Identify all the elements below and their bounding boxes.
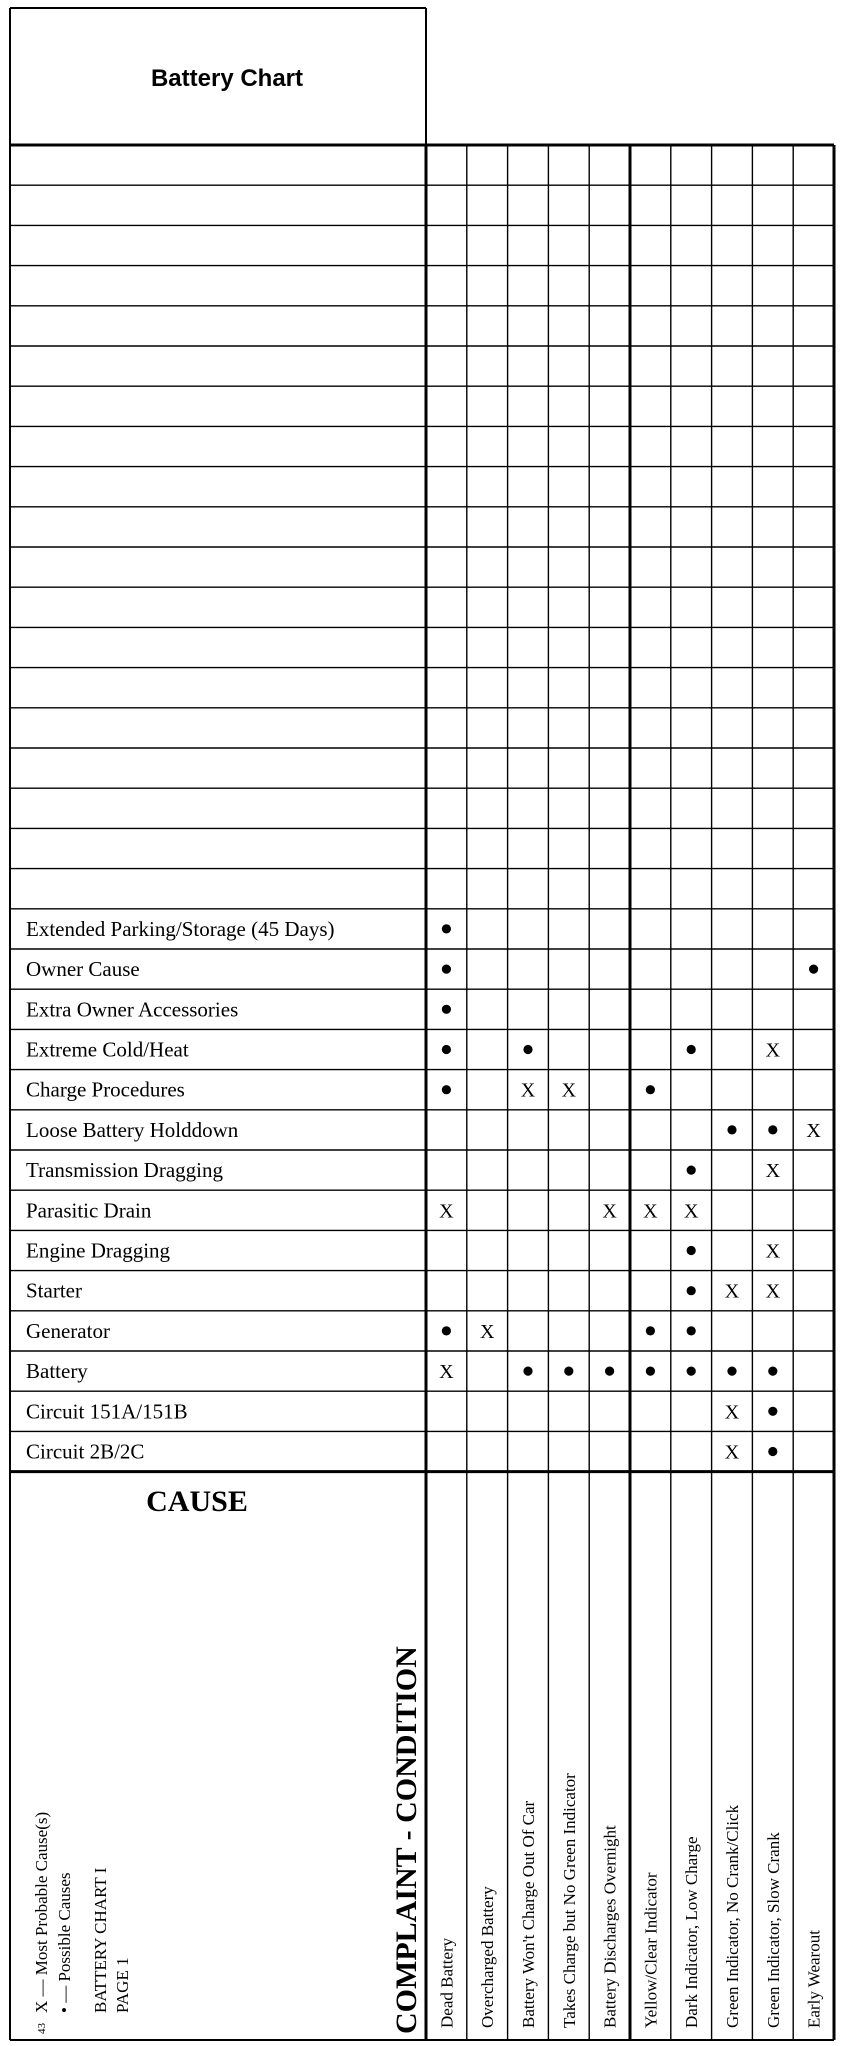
most-probable-x: X [602,1200,617,1223]
condition-column-label: Battery Discharges Overnight [600,1825,620,2028]
cause-label: Charge Procedures [26,1077,185,1102]
most-probable-x: X [765,1280,781,1303]
cause-label: Starter [26,1278,82,1303]
condition-column-label: Battery Won't Charge Out Of Car [519,1800,538,2028]
possible-cause-dot [646,1326,655,1335]
most-probable-x: X [765,1240,781,1263]
most-probable-x: X [724,1401,740,1424]
possible-cause-dot [687,1246,696,1255]
condition-column-label: Takes Charge but No Green Indicator [559,1773,579,2028]
condition-column-label: Early Wearout [804,1930,824,2028]
possible-cause-dot [687,1166,696,1175]
cause-label: Circuit 151A/151B [26,1399,188,1424]
possible-cause-dot [646,1085,655,1094]
most-probable-x: X [806,1119,821,1142]
possible-cause-dot [809,965,818,974]
most-probable-x: X [520,1079,536,1102]
condition-column-label: Dead Battery [437,1937,457,2028]
possible-cause-dot [687,1286,696,1295]
most-probable-x: X [479,1320,495,1343]
most-probable-x: X [765,1039,781,1062]
condition-column-label: Green Indicator, Slow Crank [763,1832,783,2028]
cause-label: Extra Owner Accessories [26,997,239,1022]
possible-cause-dot [768,1447,777,1456]
most-probable-x: X [765,1160,781,1183]
possible-cause-dot [523,1367,532,1376]
chart-title: Battery Chart [150,65,304,92]
most-probable-x: X [643,1200,658,1223]
possible-cause-dot [523,1045,532,1054]
condition-column-label: Yellow/Clear Indicator [641,1872,661,2028]
most-probable-x: X [683,1200,699,1223]
cause-label: Battery [26,1359,88,1384]
cause-label: Loose Battery Holddown [26,1117,239,1142]
possible-cause-dot [605,1367,614,1376]
cause-label: Extended Parking/Storage (45 Days) [26,916,335,941]
most-probable-x: X [561,1079,577,1102]
possible-cause-dot [768,1125,777,1134]
possible-cause-dot [442,1045,451,1054]
legend-page: PAGE 1 [113,1957,132,2013]
possible-cause-dot [768,1367,777,1376]
possible-cause-dot [442,1326,451,1335]
most-probable-x: X [439,1361,454,1384]
legend-chart-id: BATTERY CHART I [91,1867,110,2013]
possible-cause-dot [442,1005,451,1014]
cause-label: Transmission Dragging [26,1158,223,1183]
most-probable-x: X [724,1441,740,1464]
cause-label: Engine Dragging [26,1238,171,1263]
possible-cause-dot [442,924,451,933]
possible-cause-dot [687,1367,696,1376]
cause-label: Parasitic Drain [26,1198,152,1223]
possible-cause-dot [727,1367,736,1376]
condition-column-label: Dark Indicator, Low Charge [682,1836,702,2028]
possible-cause-dot [687,1045,696,1054]
condition-column-label: Green Indicator, No Crank/Click [723,1804,742,2028]
legend-x-meaning: X — Most Probable Cause(s) [32,1811,51,2013]
most-probable-x: X [724,1280,740,1303]
condition-column-label: Overcharged Battery [478,1886,498,2028]
possible-cause-dot [768,1407,777,1416]
cause-label: Circuit 2B/2C [26,1439,145,1464]
possible-cause-dot [564,1367,573,1376]
possible-cause-dot [442,965,451,974]
possible-cause-dot [727,1125,736,1134]
most-probable-x: X [439,1200,454,1223]
cause-label: Generator [26,1318,110,1343]
complaint-condition-header: COMPLAINT - CONDITION [390,1646,423,2034]
cause-label: Extreme Cold/Heat [26,1037,189,1062]
legend-page-number: 43 [36,2023,48,2034]
possible-cause-dot [442,1085,451,1094]
legend-dot-meaning: • — Possible Causes [55,1872,74,2013]
cause-header: CAUSE [146,1485,248,1518]
possible-cause-dot [646,1367,655,1376]
possible-cause-dot [687,1326,696,1335]
cause-label: Owner Cause [26,957,140,982]
